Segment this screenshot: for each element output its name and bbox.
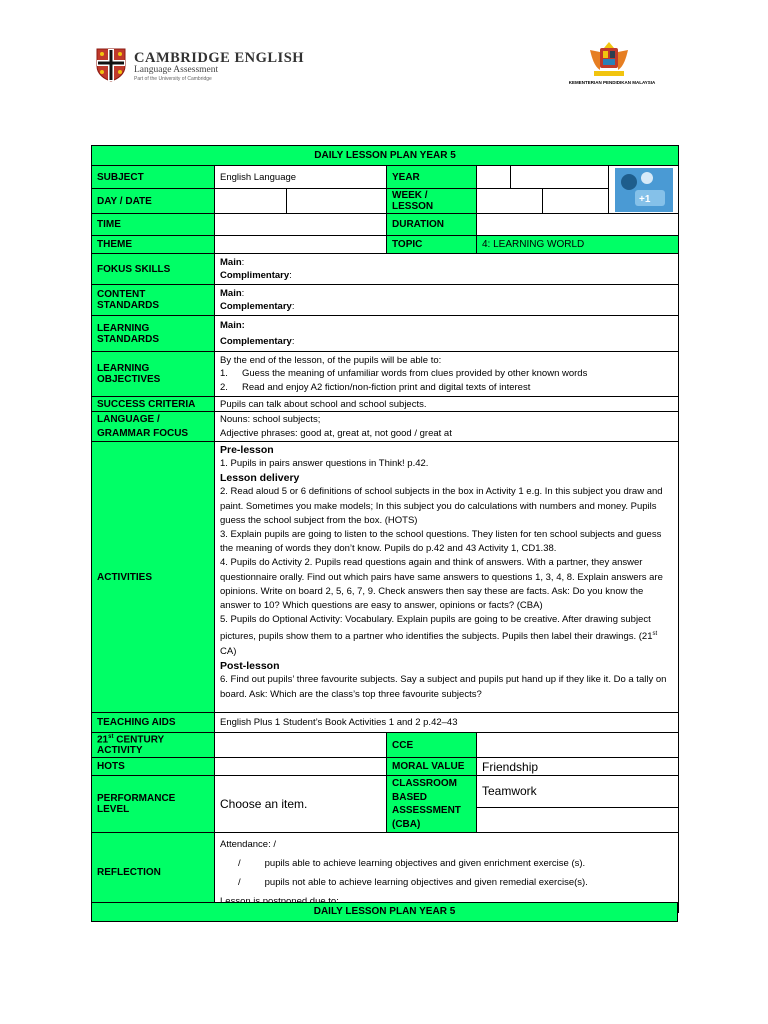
- subject-field[interactable]: English Language: [215, 166, 387, 189]
- learning-comp-label: Complementary: [220, 335, 292, 347]
- grammar-focus-field[interactable]: Nouns: school subjects; Adjective phrases: good at, great at, not good / great at: [215, 412, 679, 442]
- day-date-label: DAY / DATE: [92, 189, 215, 214]
- objectives-intro: By the end of the lesson, of the pupils will be able to:: [220, 354, 442, 366]
- kpm-logo: [552, 40, 672, 90]
- page-header: [0, 0, 768, 110]
- activity-item: 2. Read aloud 5 or 6 definitions of school subjects in the box in Activity 1 e.g. In this subject you draw and paint. Sometimes you make models; In this subject you do calculations with numbers and money. Pupils guess the school subject from the box. (HOTS): [220, 486, 663, 526]
- objective-item: 1. Guess the meaning of unfamiliar words from clues provided by other known words: [220, 368, 588, 380]
- cba-field-2[interactable]: [477, 807, 679, 833]
- duration-field[interactable]: [477, 214, 679, 236]
- cambridge-tagline: Part of the University of Cambridge: [134, 76, 212, 82]
- learning-objectives-field[interactable]: [215, 352, 679, 397]
- content-main-label: Main: [220, 287, 242, 299]
- cambridge-subtitle: Language Assessment: [134, 65, 219, 75]
- table-row: [92, 352, 679, 397]
- pre-lesson-heading: Pre-lesson: [220, 444, 274, 456]
- content-standards-label: CONTENT STANDARDS: [92, 285, 215, 316]
- table-row: [92, 189, 679, 214]
- reflection-remedial-line: / pupils not able to achieve learning objectives and given remedial exercise(s).: [238, 877, 588, 889]
- table-row: [92, 713, 679, 733]
- topic-field[interactable]: 4: LEARNING WORLD: [477, 236, 679, 254]
- performance-level-label: PERFORMANCE LEVEL: [92, 776, 215, 833]
- plan-banner: DAILY LESSON PLAN YEAR 5: [92, 146, 679, 166]
- table-row: [92, 397, 679, 412]
- hots-label: HOTS: [92, 758, 215, 776]
- moral-value-label: MORAL VALUE: [387, 758, 477, 776]
- fokus-skills-label: FOKUS SKILLS: [92, 254, 215, 285]
- theme-label: THEME: [92, 236, 215, 254]
- moral-value-field[interactable]: Friendship: [477, 758, 679, 776]
- fokus-skills-field[interactable]: Main: Complimentary:: [215, 254, 679, 285]
- content-comp-label: Complementary: [220, 301, 292, 312]
- reflection-label: REFLECTION: [92, 833, 215, 913]
- english-plus-book-icon: [615, 168, 673, 212]
- date-field[interactable]: [287, 189, 387, 214]
- cba-label: CLASSROOM BASED ASSESSMENT (CBA): [387, 776, 477, 833]
- table-row: [92, 776, 679, 807]
- activity-item: 3. Explain pupils are going to listen to the school questions. They listen for ten school subjects and guess the meaning of words they don’t know. Pupils do p.42 and 43 Activity 1, CD1.38.: [220, 528, 662, 555]
- week-field[interactable]: [477, 189, 543, 214]
- cce-field[interactable]: [477, 733, 679, 758]
- hots-field[interactable]: [215, 758, 387, 776]
- fokus-main-label: Main: [220, 256, 242, 268]
- activities-label: ACTIVITIES: [92, 442, 215, 713]
- cba-field[interactable]: Teamwork: [477, 776, 679, 807]
- success-criteria-field[interactable]: Pupils can talk about school and school subjects.: [215, 397, 679, 412]
- table-row: [92, 733, 679, 758]
- table-row: [92, 254, 679, 285]
- textbook-cover: [609, 166, 679, 214]
- performance-level-select[interactable]: Choose an item.: [215, 776, 387, 833]
- learning-main-label: Main:: [220, 319, 245, 331]
- cambridge-logo: [96, 48, 326, 84]
- next-page-banner: DAILY LESSON PLAN YEAR 5: [91, 902, 678, 922]
- week-lesson-label: WEEK / LESSON: [387, 189, 477, 214]
- objective-item: 2. Read and enjoy A2 fiction/non-fiction print and digital texts of interest: [220, 381, 531, 393]
- year-label: YEAR: [387, 166, 477, 189]
- century-activity-field[interactable]: [215, 733, 387, 758]
- time-field[interactable]: [215, 214, 387, 236]
- table-row: [92, 316, 679, 352]
- success-criteria-label: SUCCESS CRITERIA: [92, 397, 215, 412]
- activity-item: 1. Pupils in pairs answer questions in Think! p.42.: [220, 458, 429, 470]
- learning-standards-field[interactable]: Main: Complementary:: [215, 316, 679, 352]
- grammar-focus-label: LANGUAGE / GRAMMAR FOCUS: [92, 412, 215, 442]
- table-row: [92, 833, 679, 913]
- table-row: [92, 442, 679, 713]
- attendance-line: Attendance: /: [220, 839, 276, 851]
- lesson-plan-table: [91, 145, 679, 913]
- time-label: TIME: [92, 214, 215, 236]
- year-field-2[interactable]: [511, 166, 609, 189]
- activity-item: 5. Pupils do Optional Activity: Vocabulary. Explain pupils are going to be creative. After drawing subject pictures, pupils show them to a partner who identifies the subjects. Pupils then label their drawings. (21st CA): [220, 614, 658, 657]
- year-field[interactable]: [477, 166, 511, 189]
- table-row: [92, 758, 679, 776]
- subject-label: SUBJECT: [92, 166, 215, 189]
- kpm-caption: KEMENTERIAN PENDIDIKAN MALAYSIA: [568, 80, 656, 85]
- learning-standards-label: LEARNING STANDARDS: [92, 316, 215, 352]
- activities-field[interactable]: [215, 442, 679, 713]
- teaching-aids-field[interactable]: English Plus 1 Student’s Book Activities 1 and 2 p.42–43: [215, 713, 679, 733]
- svg-text:+1: +1: [638, 193, 650, 205]
- teaching-aids-label: TEACHING AIDS: [92, 713, 215, 733]
- topic-label: TOPIC: [387, 236, 477, 254]
- learning-objectives-label: LEARNING OBJECTIVES: [92, 352, 215, 397]
- table-row: [92, 285, 679, 316]
- post-lesson-heading: Post-lesson: [220, 659, 280, 672]
- day-field[interactable]: [215, 189, 287, 214]
- table-row: [92, 412, 679, 442]
- cambridge-title: CAMBRIDGE ENGLISH: [134, 50, 305, 66]
- table-row: [92, 166, 679, 189]
- lesson-field[interactable]: [543, 189, 609, 214]
- century-activity-label: 21st CENTURY ACTIVITY: [92, 733, 215, 758]
- lesson-delivery-heading: Lesson delivery: [220, 471, 300, 484]
- table-row: [92, 214, 679, 236]
- reflection-enrichment-line: / pupils able to achieve learning objectives and given enrichment exercise (s).: [238, 858, 586, 870]
- duration-label: DURATION: [387, 214, 477, 236]
- theme-field[interactable]: [215, 236, 387, 254]
- malaysia-crest-icon: [586, 40, 632, 78]
- table-row: [92, 146, 679, 166]
- content-standards-field[interactable]: Main: Complementary:: [215, 285, 679, 316]
- activity-item: 4. Pupils do Activity 2. Pupils read questions again and think of answers. With a partner, they answer questionnaire orally. Find out which pairs have same answers to questions 1, 3, 4, 8. Explain answers are opinions. Write on board 2, 5, 6, 7, 9. Check answers then say these are facts. Ask: Do you know the answer to 10? Which questions are easy to answer, opinions or facts? (CBA): [220, 557, 663, 611]
- fokus-comp-label: Complimentary: [220, 270, 290, 281]
- activity-item: 6. Find out pupils’ three favourite subjects. Say a subject and pupils put hand up if they like it. Do a tally on board. Ask: Which are the class’s top three favourite subjects?: [220, 674, 667, 700]
- table-row: [92, 236, 679, 254]
- cambridge-shield-icon: [96, 48, 126, 82]
- cce-label: CCE: [387, 733, 477, 758]
- reflection-field[interactable]: [215, 833, 679, 913]
